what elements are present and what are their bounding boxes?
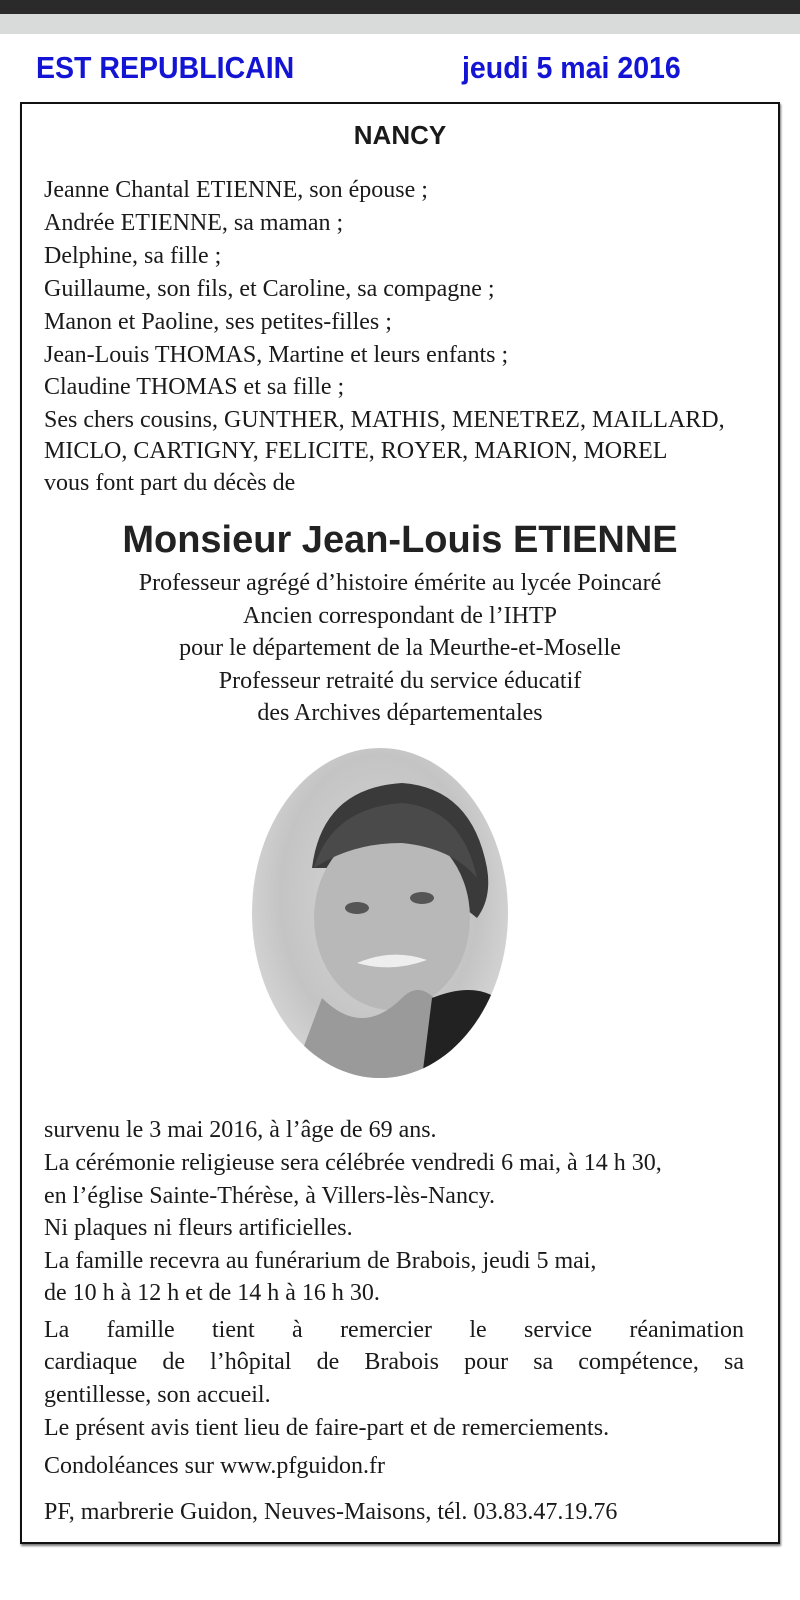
grey-bar bbox=[0, 14, 800, 34]
family-line: Andrée ETIENNE, sa maman ; bbox=[44, 210, 344, 236]
title-line: pour le département de la Meurthe-et-Moselle bbox=[179, 635, 621, 661]
title-line: Professeur agrégé d’histoire émérite au lycée Poincaré bbox=[138, 570, 662, 596]
portrait-image bbox=[252, 748, 508, 1078]
detail-line: La famille recevra au funérarium de Brabois, jeudi 5 mai, bbox=[44, 1248, 597, 1274]
deceased-name: Monsieur Jean-Louis ETIENNE bbox=[122, 519, 678, 561]
family-line: Guillaume, son fils, et Caroline, sa compagne ; bbox=[44, 276, 495, 302]
detail-line: de 10 h à 12 h et de 14 h à 16 h 30. bbox=[44, 1280, 380, 1306]
thanks-line: cardiaque de l’hôpital de Brabois pour sa compétence, sa bbox=[44, 1349, 744, 1375]
condolences-line: Condoléances sur www.pfguidon.fr bbox=[44, 1453, 386, 1479]
family-line: Manon et Paoline, ses petites-filles ; bbox=[44, 309, 392, 335]
detail-line: survenu le 3 mai 2016, à l’âge de 69 ans. bbox=[44, 1117, 437, 1143]
city-heading: NANCY bbox=[353, 120, 447, 150]
family-line: Ses chers cousins, GUNTHER, MATHIS, MENETREZ, MAILLARD, bbox=[44, 407, 725, 433]
title-line: Professeur retraité du service éducatif bbox=[218, 668, 582, 694]
family-line: Claudine THOMAS et sa fille ; bbox=[44, 374, 345, 400]
title-line: Ancien correspondant de l’IHTP bbox=[243, 603, 557, 629]
family-line: Jeanne Chantal ETIENNE, son épouse ; bbox=[44, 177, 428, 203]
funeral-home-line: PF, marbrerie Guidon, Neuves-Maisons, tél. 03.83.47.19.76 bbox=[44, 1499, 618, 1525]
family-line: Delphine, sa fille ; bbox=[44, 243, 222, 269]
family-line: vous font part du décès de bbox=[44, 470, 296, 496]
detail-line: La cérémonie religieuse sera célébrée vendredi 6 mai, à 14 h 30, bbox=[44, 1150, 662, 1176]
family-line: Jean-Louis THOMAS, Martine et leurs enfants ; bbox=[44, 342, 509, 368]
top-bar bbox=[0, 0, 800, 14]
publication-date: jeudi 5 mai 2016 bbox=[462, 50, 681, 85]
thanks-line: gentillesse, son accueil. bbox=[44, 1382, 271, 1408]
family-line: MICLO, CARTIGNY, FELICITE, ROYER, MARION, MOREL bbox=[44, 438, 668, 464]
portrait-photo bbox=[252, 748, 508, 1078]
detail-line: en l’église Sainte-Thérèse, à Villers-lès-Nancy. bbox=[44, 1183, 496, 1209]
detail-line: Ni plaques ni fleurs artificielles. bbox=[44, 1215, 353, 1241]
thanks-line: La famille tient à remercier le service réanimation bbox=[44, 1317, 744, 1343]
title-line: des Archives départementales bbox=[257, 700, 543, 726]
thanks-line: Le présent avis tient lieu de faire-part et de remerciements. bbox=[44, 1415, 610, 1441]
newspaper-name: EST REPUBLICAIN bbox=[36, 50, 295, 85]
